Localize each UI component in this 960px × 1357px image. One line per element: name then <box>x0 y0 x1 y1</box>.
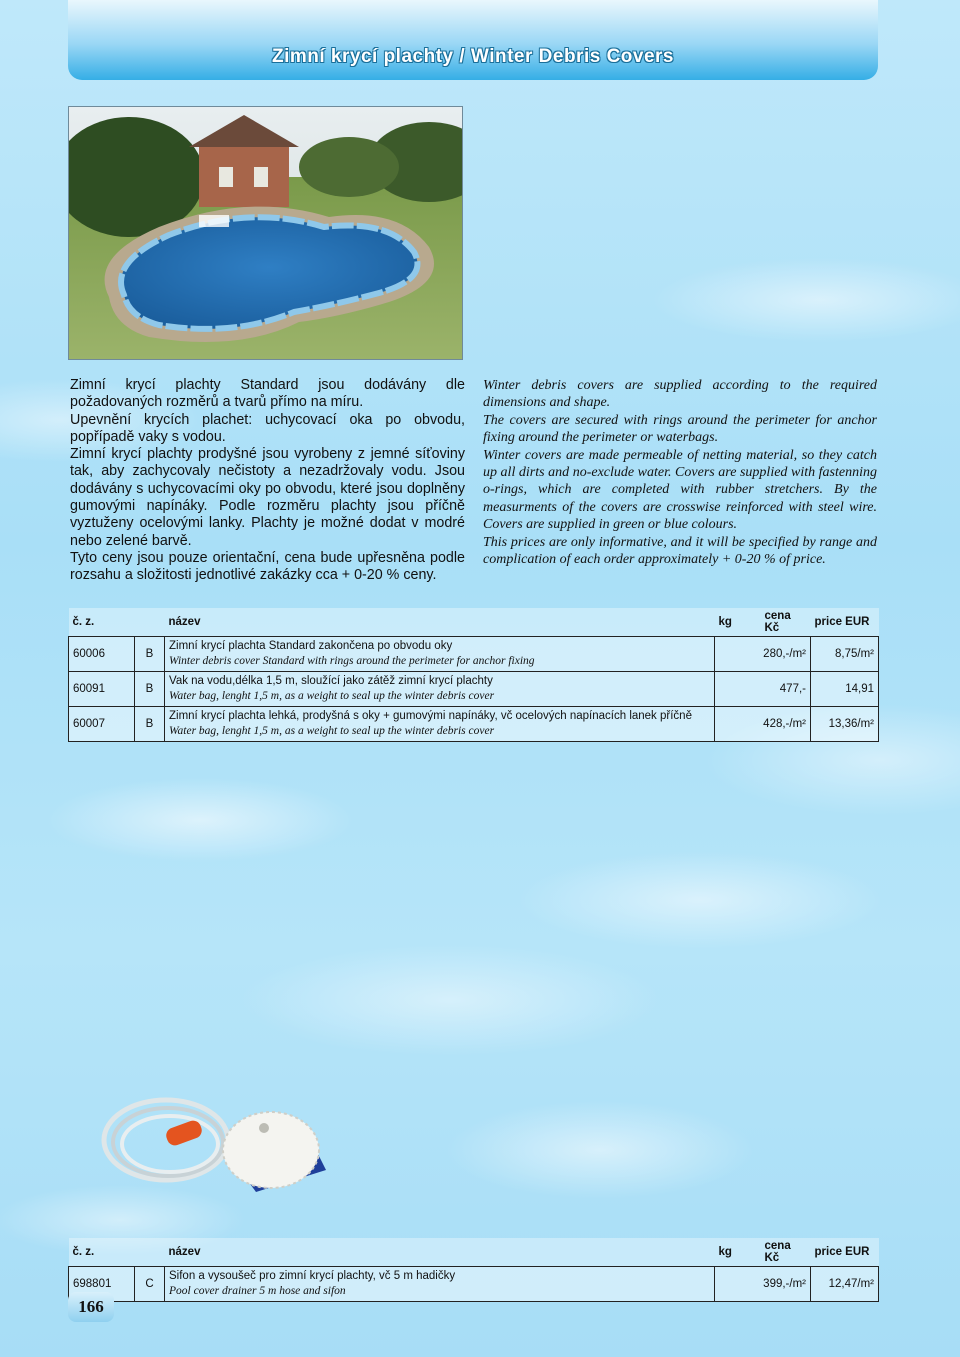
cell-price-eur: 13,36/m² <box>811 707 879 742</box>
header-name: název <box>165 1238 715 1267</box>
table-header-row <box>69 608 879 637</box>
header-kg: kg <box>715 608 761 637</box>
name-czech: Zimní krycí plachta lehká, prodyšná s oky + gumovými napínáky, vč ocelových napínacích lanek příčně <box>169 710 692 722</box>
paragraph: Winter covers are made permeable of netting material, so they catch up all dirts and no-exclude water. Covers are supplied with fastenning o-rings, which are completed with rubber stretchers. By the measurments of the covers are crosswise reinforced with steel wire. Covers are supplied in green or blue colours. <box>483 447 877 533</box>
header-price-czk: cena Kč <box>761 1238 811 1267</box>
cell-price-eur: 14,91 <box>811 672 879 707</box>
cell-name <box>165 707 715 742</box>
cell-price-eur: 12,47/m² <box>811 1267 879 1302</box>
cell-price-eur: 8,75/m² <box>811 637 879 672</box>
name-english: Water bag, lenght 1,5 m, as a weight to seal up the winter debris cover <box>169 725 495 737</box>
header-category <box>135 608 165 637</box>
cell-code: 60007 <box>69 707 135 742</box>
title-banner <box>68 0 878 80</box>
cell-price-czk: 428,-/m² <box>715 707 811 742</box>
cell-price-czk: 280,-/m² <box>715 637 811 672</box>
cell-name <box>165 672 715 707</box>
header-price-eur: price EUR <box>811 608 879 637</box>
paragraph: Tyto ceny jsou pouze orientační, cena bude upřesněna podle rozsahu a složitosti jednotlivé zakázky cca + 0-20 % ceny. <box>70 549 465 584</box>
cell-category: C <box>135 1267 165 1302</box>
paragraph: The covers are secured with rings around the perimeter for anchor fixing around the perimeter or waterbags. <box>483 412 877 446</box>
table-header-row <box>69 1238 879 1267</box>
description-english <box>483 377 877 568</box>
page-number: 166 <box>68 1292 114 1322</box>
cell-name <box>165 637 715 672</box>
paragraph: This prices are only informative, and it will be specified by range and complication of each order approximately + 0-20 % of price. <box>483 534 877 568</box>
cell-code: 60006 <box>69 637 135 672</box>
name-english: Water bag, lenght 1,5 m, as a weight to seal up the winter debris cover <box>169 690 495 702</box>
cell-category: B <box>135 672 165 707</box>
name-english: Winter debris cover Standard with rings around the perimeter for anchor fixing <box>169 655 535 667</box>
cell-code: 60091 <box>69 672 135 707</box>
cell-price-czk: 477,- <box>715 672 811 707</box>
product-table <box>68 608 879 742</box>
cell-code: 698801 <box>69 1267 135 1302</box>
table-row <box>69 672 879 707</box>
header-price-eur: price EUR <box>811 1238 879 1267</box>
header-kg: kg <box>715 1238 761 1267</box>
paragraph: Winter debris covers are supplied according to the required dimensions and shape. <box>483 378 877 411</box>
drainer-illustration <box>96 1080 336 1210</box>
cell-price-czk: 399,-/m² <box>715 1267 811 1302</box>
cell-category: B <box>135 637 165 672</box>
name-english: Pool cover drainer 5 m hose and sifon <box>169 1285 346 1297</box>
table-row <box>69 637 879 672</box>
header-name: název <box>165 608 715 637</box>
paragraph: Zimní krycí plachty Standard jsou dodávány dle požadovaných rozměrů a tvarů přímo na míru. <box>70 377 465 411</box>
name-czech: Sifon a vysoušeč pro zimní krycí plachty, vč 5 m hadičky <box>169 1270 456 1282</box>
paragraph: Upevnění krycích plachet: uchycovací oka po obvodu, popřípadě vaky s vodou. <box>70 411 465 445</box>
cell-name <box>165 1267 715 1302</box>
drainer-table <box>68 1238 879 1302</box>
table-row <box>69 707 879 742</box>
paragraph: Zimní krycí plachty prodyšné jsou vyrobeny z jemné síťoviny tak, aby zachycovaly nečistoty a nezadržovaly vodu. Jsou dodávány s uchycovacími oky po obvodu, které jsou doplněny gumovými napínáky. Podle rozměru plachty jsou příčně vyztuženy ocelovými lanky. Plachty je možné dodat v modré nebo zelené barvě. <box>70 446 465 549</box>
pool-cover-photo <box>68 106 463 360</box>
table-row <box>69 1267 879 1302</box>
header-code: č. z. <box>69 1238 135 1267</box>
header-category <box>135 1238 165 1267</box>
pool-cover-illustration <box>69 107 462 359</box>
header-code: č. z. <box>69 608 135 637</box>
drainer-product-image <box>96 1080 336 1210</box>
cell-category: B <box>135 707 165 742</box>
description-czech <box>70 377 465 585</box>
header-price-czk: cena Kč <box>761 608 811 637</box>
name-czech: Vak na vodu,délka 1,5 m, sloužící jako zátěž zimní krycí plachty <box>169 675 493 687</box>
page-title: Zimní krycí plachty / Winter Debris Covers <box>271 46 674 67</box>
name-czech: Zimní krycí plachta Standard zakončena po obvodu oky <box>169 640 453 652</box>
